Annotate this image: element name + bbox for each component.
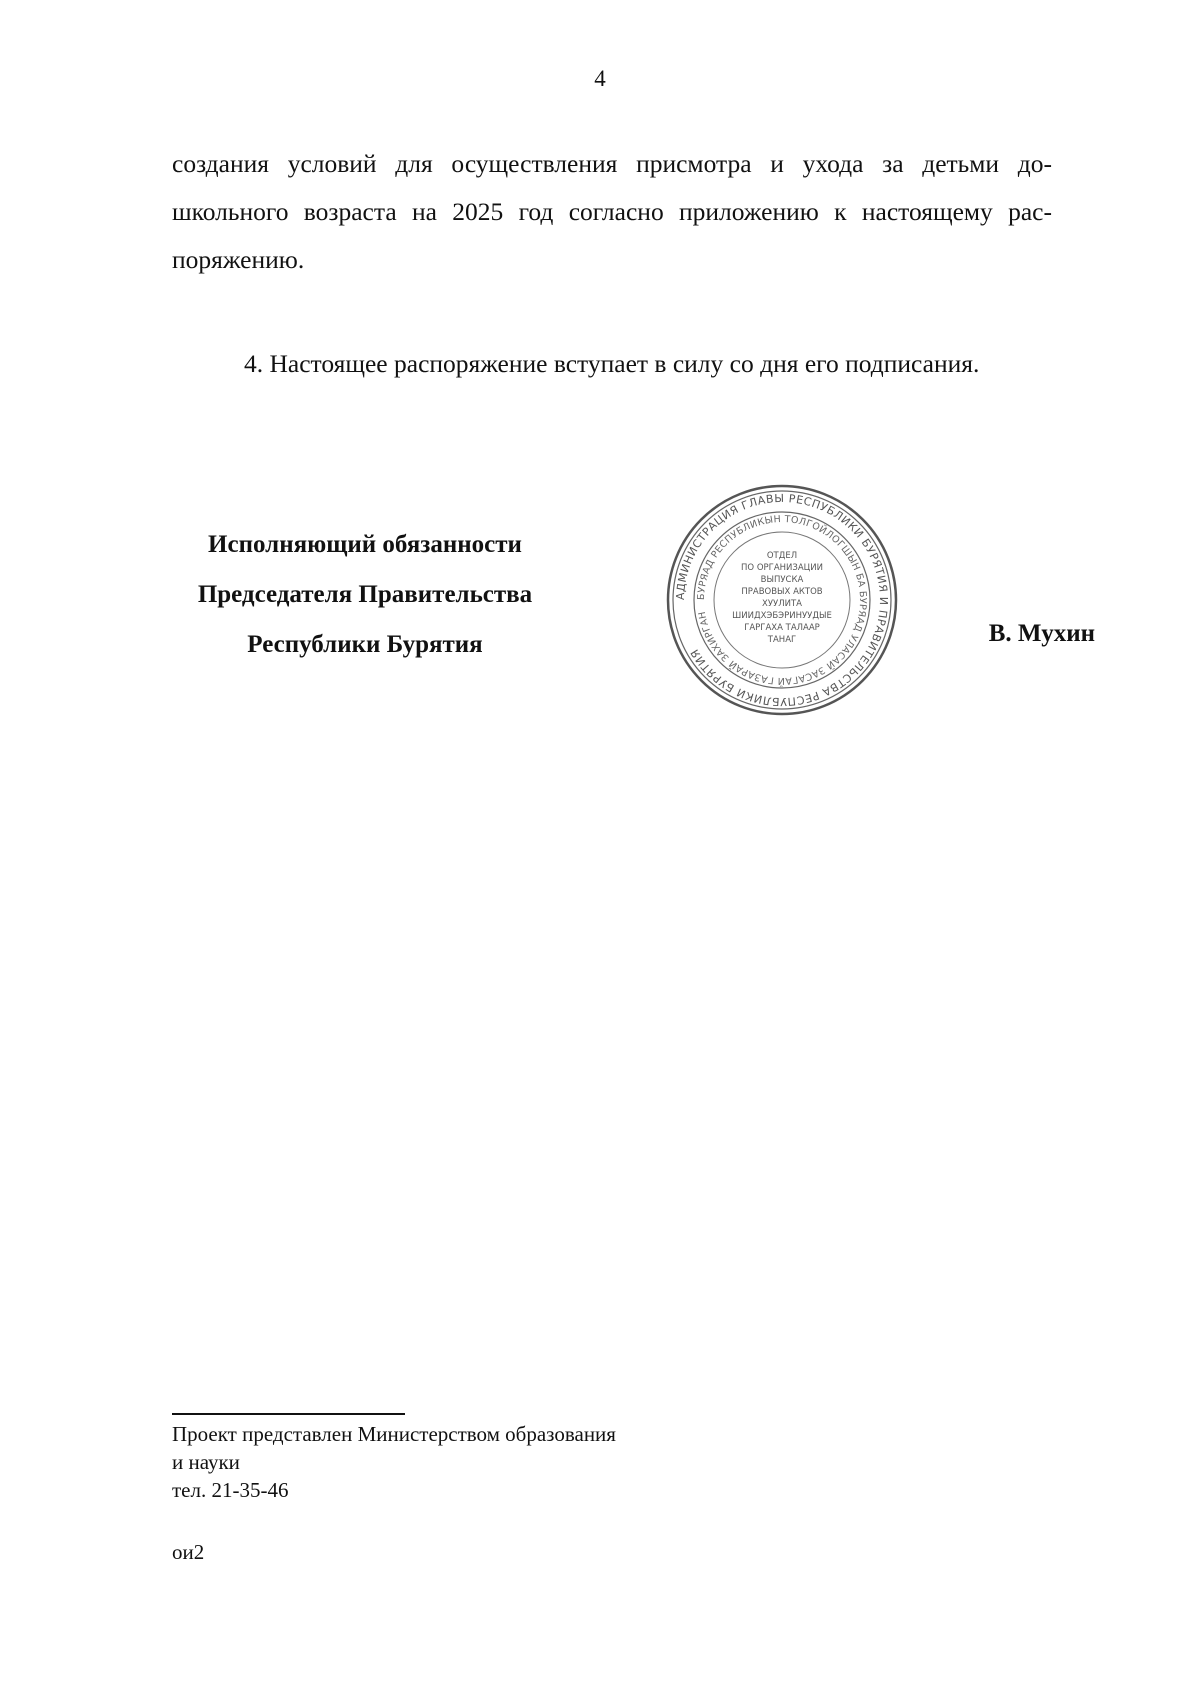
signatory-title-line: Председателя Правительства <box>197 581 533 608</box>
official-seal-stamp <box>664 482 900 718</box>
signatory-name: В. Мухин <box>988 620 1095 647</box>
footnote-line: и науки <box>172 1450 240 1474</box>
body-paragraph-2: 4. Настоящее распоряжение вступает в силу со дня его подписания. <box>244 349 980 378</box>
svg-text:ПРАВОВЫХ АКТОВ: ПРАВОВЫХ АКТОВ <box>741 587 823 597</box>
document-code: ои2 <box>172 1540 205 1564</box>
svg-text:ОТДЕЛ: ОТДЕЛ <box>766 551 798 561</box>
footnote-line: тел. 21-35-46 <box>172 1478 289 1502</box>
footnote-line: Проект представлен Министерством образования <box>172 1422 616 1446</box>
svg-text:ПО ОРГАНИЗАЦИИ: ПО ОРГАНИЗАЦИИ <box>741 563 823 573</box>
signatory-title-line: Исполняющий обязанности <box>208 531 522 558</box>
seal-outer-ring-text: АДМИНИСТРАЦИЯ ГЛАВЫ РЕСПУБЛИКИ БУРЯТИЯ И ПРАВИТЕЛЬСТВА РЕСПУБЛИКИ БУРЯТИЯ <box>673 491 891 709</box>
signatory-title <box>170 520 560 670</box>
page-number: 4 <box>594 66 606 91</box>
footnote-divider <box>172 1413 405 1415</box>
svg-text:ГАРГАХА ТАЛААР: ГАРГАХА ТАЛААР <box>744 623 820 633</box>
signatory-title-line: Республики Бурятия <box>247 631 483 658</box>
seal-center-text <box>732 551 832 645</box>
footnote <box>172 1420 616 1504</box>
paragraph-line: поряжению. <box>172 245 305 274</box>
svg-text:ТАНАГ: ТАНАГ <box>767 635 797 645</box>
paragraph-line: создания условий для осуществления присмотра и ухода за детьми до- <box>172 149 1052 178</box>
svg-text:ШИИДХЭБЭРИНУУДЫЕ: ШИИДХЭБЭРИНУУДЫЕ <box>732 611 832 621</box>
seal-inner-ring-text: БУРЯАД РЕСПУБЛИКЫН ТОЛГОЙЛОГШЫН БА БУРЯАД УЛАСАЙ ЗАСАГАЙ ГАЗАРАЙ ЗАХИРГАН <box>695 513 869 687</box>
body-paragraph-1 <box>172 140 1052 284</box>
paragraph-line: школьного возраста на 2025 год согласно приложению к настоящему рас- <box>172 197 1052 226</box>
svg-text:ВЫПУСКА: ВЫПУСКА <box>760 575 804 585</box>
svg-text:ХУУЛИТА: ХУУЛИТА <box>762 599 802 609</box>
